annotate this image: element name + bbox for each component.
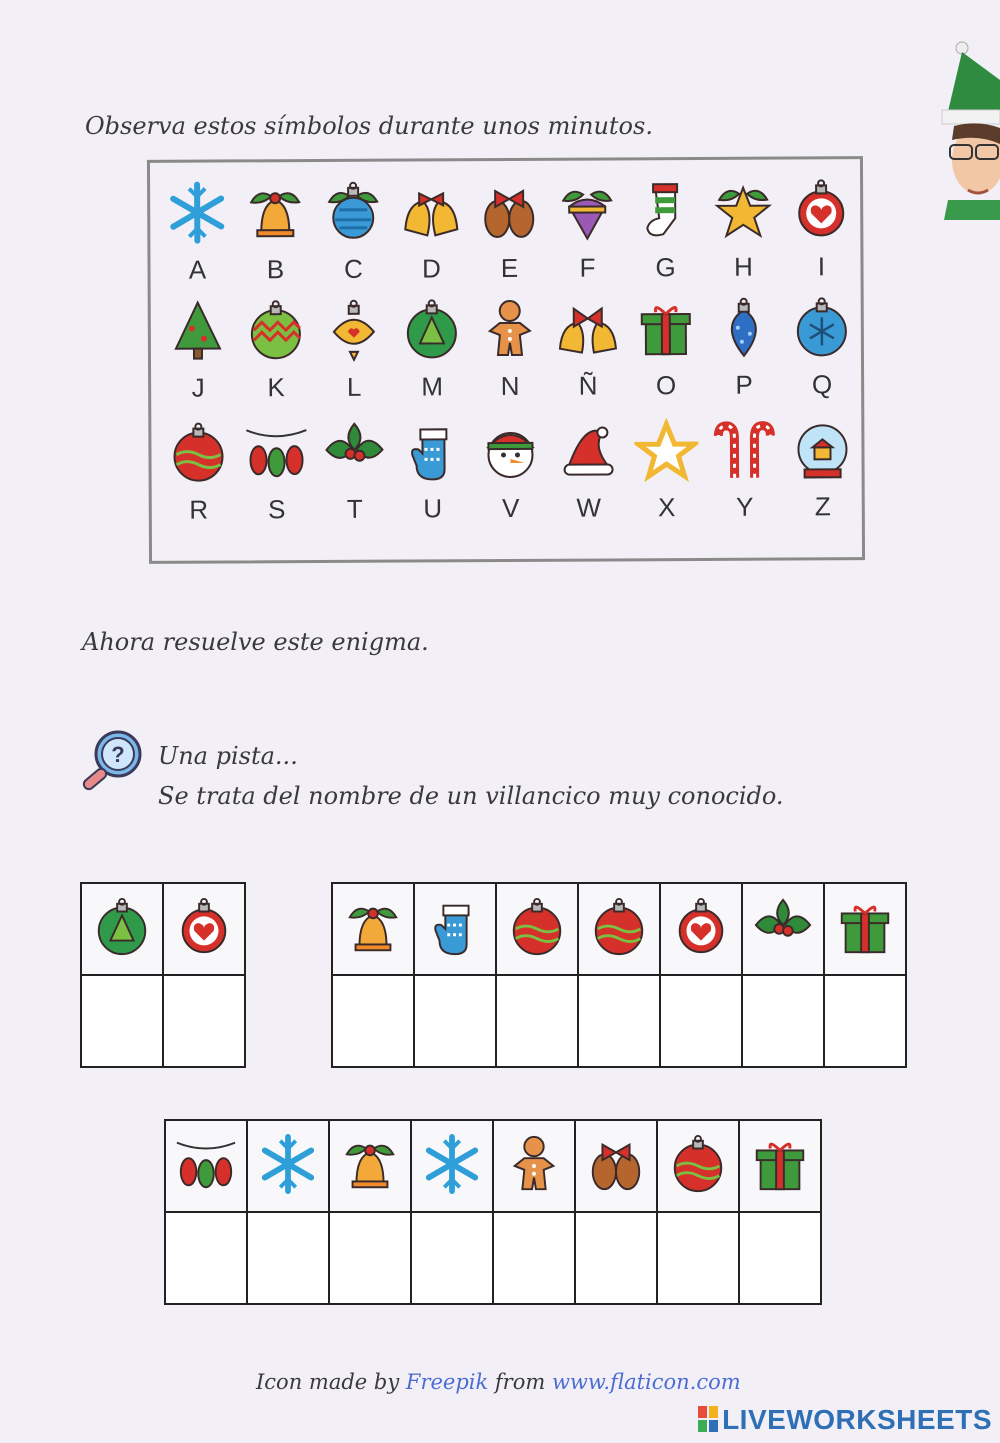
green-tree-ball-icon [91, 896, 153, 958]
legend-letter: C [344, 253, 363, 284]
symbol-row [165, 1120, 821, 1212]
symbol-cell [81, 883, 163, 975]
legend-letter: R [189, 494, 209, 525]
credit-prefix: Icon made by [256, 1370, 406, 1394]
legend-cell [393, 297, 472, 402]
symbol-cell [411, 1120, 493, 1212]
mitten-icon [424, 896, 486, 958]
legend-cell [549, 418, 628, 523]
symbol-cell [578, 883, 660, 975]
legend-letter: Z [814, 491, 831, 522]
legend-cell [471, 297, 550, 402]
magnifier-question-icon [80, 728, 146, 794]
legend-letter: L [346, 371, 362, 402]
symbol-cell [742, 883, 824, 975]
legend-cell [626, 178, 705, 283]
legend-cell [236, 180, 315, 285]
legend-cell [627, 418, 706, 523]
heart-ornament-icon [173, 896, 235, 958]
answer-grid-word-1 [80, 882, 246, 1068]
svg-text:?: ? [111, 742, 125, 767]
legend-cell [548, 178, 627, 283]
legend-cell [159, 298, 238, 403]
answer-input-cell[interactable] [81, 975, 163, 1067]
legend-cell [782, 177, 861, 282]
blue-ball-holly-icon [321, 180, 385, 244]
legend-letter: S [268, 494, 286, 525]
gingerbread-icon [478, 297, 542, 361]
candy-canes-icon [712, 418, 776, 482]
liveworksheets-logo-text: LIVEWORKSHEETS [722, 1404, 992, 1435]
answer-input-cell[interactable] [575, 1212, 657, 1304]
gingerbread-icon [503, 1133, 565, 1195]
legend-letter: Q [811, 369, 833, 400]
holly-icon [322, 420, 386, 484]
bell-holly-icon [243, 180, 307, 244]
answer-input-cell[interactable] [165, 1212, 247, 1304]
green-zigzag-ball-icon [244, 298, 308, 362]
legend-letter: E [500, 252, 519, 284]
legend-letter: D [422, 253, 441, 284]
bells-bow-icon [556, 296, 620, 360]
lights-icon [175, 1133, 237, 1195]
legend-letter: G [655, 252, 676, 283]
answer-input-cell[interactable] [739, 1212, 821, 1304]
legend-cell [158, 180, 237, 285]
snowflake-icon [421, 1133, 483, 1195]
gold-ornament-icon [322, 298, 386, 362]
snowflake-icon [257, 1133, 319, 1195]
red-ball-icon [506, 896, 568, 958]
legend-cell [315, 298, 394, 403]
legend-letter: I [817, 251, 826, 282]
legend-cell [704, 178, 783, 283]
legend-cell [705, 296, 784, 401]
credit-site-link[interactable]: www.flaticon.com [551, 1370, 741, 1394]
legend-letter: A [188, 254, 207, 285]
answer-input-cell[interactable] [332, 975, 414, 1067]
instruction-observe: Observa estos símbolos durante unos minutos. [85, 112, 653, 140]
clue-title: Una pista... [158, 742, 298, 770]
legend-letter: J [191, 372, 205, 403]
answer-input-cell[interactable] [496, 975, 578, 1067]
purple-ornament-holly-icon [555, 178, 619, 242]
legend-letter: T [346, 493, 363, 524]
legend-letter: U [423, 493, 443, 524]
mitten-icon [400, 419, 464, 483]
santa-hat-icon [556, 418, 620, 482]
symbol-cell [332, 883, 414, 975]
answer-input-cell[interactable] [824, 975, 906, 1067]
legend-letter: W [576, 492, 602, 523]
bell-holly-icon [339, 1133, 401, 1195]
gift-icon [834, 896, 896, 958]
answer-row [165, 1212, 821, 1304]
legend-letter: Ñ [578, 370, 598, 401]
symbol-row [81, 883, 245, 975]
snow-globe-icon [790, 417, 854, 481]
stocking-icon [633, 178, 697, 242]
pinecones-bow-icon [477, 179, 541, 243]
legend-cell [470, 179, 549, 284]
heart-ornament-icon [670, 896, 732, 958]
symbol-row [332, 883, 906, 975]
legend-letter: X [658, 492, 676, 523]
answer-input-cell[interactable] [329, 1212, 411, 1304]
symbol-cell [493, 1120, 575, 1212]
symbol-cell [739, 1120, 821, 1212]
symbol-cell [575, 1120, 657, 1212]
legend-letter: M [421, 371, 444, 402]
blue-drop-ornament-icon [712, 296, 776, 360]
symbol-cell [824, 883, 906, 975]
pinecones-bow-icon [585, 1133, 647, 1195]
snowflake-icon [165, 180, 229, 244]
gold-star-holly-icon [711, 178, 775, 242]
symbol-cell [329, 1120, 411, 1212]
instruction-solve: Ahora resuelve este enigma. [82, 628, 429, 656]
symbol-cell [163, 883, 245, 975]
gift-icon [634, 296, 698, 360]
credit-middle: from [488, 1370, 552, 1394]
red-ball-icon [588, 896, 650, 958]
answer-row [332, 975, 906, 1067]
legend-cell [705, 418, 784, 523]
icon-credit [256, 1370, 741, 1394]
symbol-cell [496, 883, 578, 975]
red-ball-icon [667, 1133, 729, 1195]
legend-letter: O [655, 370, 677, 401]
avatar-elf-icon [938, 40, 1000, 220]
answer-input-cell[interactable] [411, 1212, 493, 1304]
legend-letter: F [579, 252, 596, 283]
answer-input-cell[interactable] [163, 975, 245, 1067]
symbol-cell [247, 1120, 329, 1212]
legend-cell [627, 296, 706, 401]
double-bell-bow-icon [399, 179, 463, 243]
answer-row [81, 975, 245, 1067]
answer-grid-word-2 [331, 882, 907, 1068]
answer-input-cell[interactable] [414, 975, 496, 1067]
symbol-cell [660, 883, 742, 975]
bell-holly-icon [342, 896, 404, 958]
credit-author-link[interactable]: Freepik [405, 1370, 489, 1394]
legend-cell [237, 298, 316, 403]
answer-input-cell[interactable] [742, 975, 824, 1067]
legend-cell [392, 179, 471, 284]
legend-cell [783, 417, 862, 522]
answer-grid-word-3 [164, 1119, 822, 1305]
heart-ornament-icon [789, 177, 853, 241]
symbol-cell [165, 1120, 247, 1212]
clue-text: Se trata del nombre de un villancico muy conocido. [158, 782, 784, 810]
tree-icon [166, 298, 230, 362]
legend-cell [471, 419, 550, 524]
legend-cell [549, 296, 628, 401]
symbol-cell [657, 1120, 739, 1212]
legend-cell [393, 419, 472, 524]
liveworksheets-logo-icon [698, 1406, 718, 1432]
answer-input-cell[interactable] [657, 1212, 739, 1304]
legend-letter: H [734, 251, 753, 282]
red-ball-icon [166, 420, 230, 484]
answer-input-cell[interactable] [493, 1212, 575, 1304]
blue-snowflake-ball-icon [790, 295, 854, 359]
answer-input-cell[interactable] [247, 1212, 329, 1304]
legend-letter: B [266, 254, 285, 285]
gift-icon [749, 1133, 811, 1195]
liveworksheets-logo[interactable] [698, 1404, 992, 1436]
legend-cell [783, 295, 862, 400]
legend-letter: V [502, 492, 520, 524]
outline-star-icon [634, 418, 698, 482]
symbol-legend [147, 156, 865, 564]
holly-icon [752, 896, 814, 958]
legend-letter: K [267, 372, 285, 403]
snowman-icon [478, 419, 542, 483]
green-tree-ball-icon [400, 297, 464, 361]
answer-input-cell[interactable] [578, 975, 660, 1067]
legend-cell [237, 420, 316, 525]
symbol-cell [414, 883, 496, 975]
legend-cell [159, 420, 238, 525]
legend-letter: P [735, 369, 753, 400]
answer-input-cell[interactable] [660, 975, 742, 1067]
legend-cell [314, 180, 393, 285]
lights-icon [244, 420, 308, 484]
legend-letter: Y [736, 491, 754, 522]
legend-cell [315, 420, 394, 525]
legend-letter: N [500, 370, 520, 402]
